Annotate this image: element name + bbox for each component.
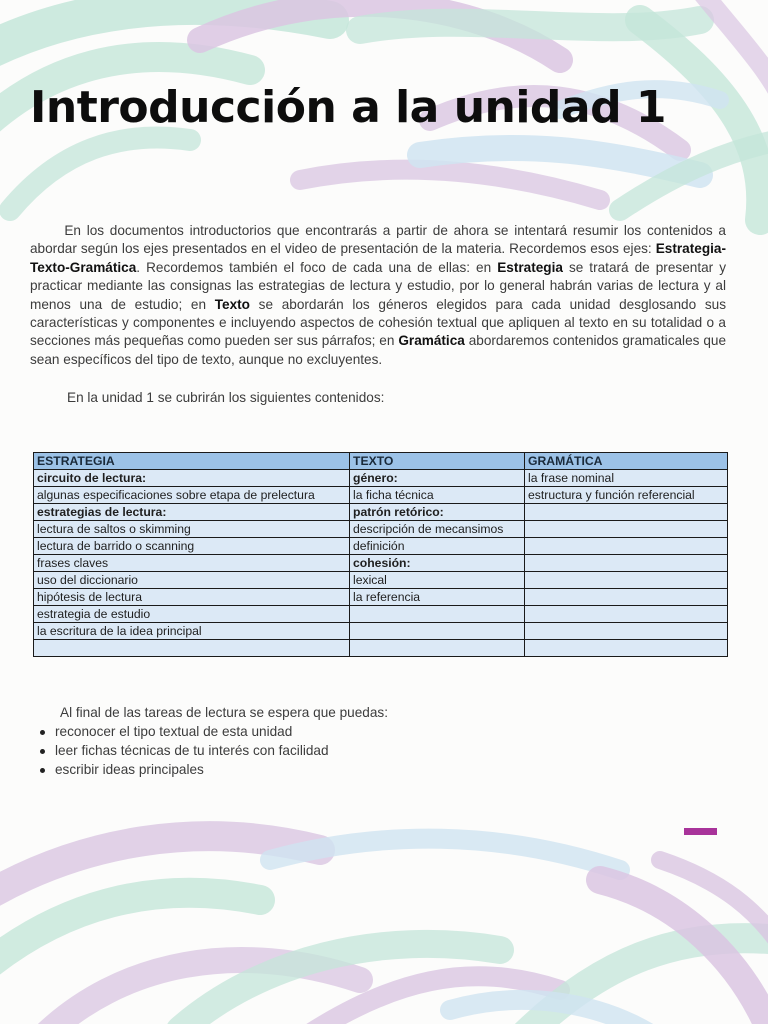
expectations-intro: Al final de las tareas de lectura se espera que puedas: — [60, 705, 388, 720]
brush-stroke — [10, 138, 190, 210]
list-item — [40, 760, 329, 779]
header-grammar: GRAMÁTICA — [525, 453, 728, 470]
table-cell: descripción de mecansimos — [350, 521, 525, 538]
table-cell: circuito de lectura: — [34, 470, 350, 487]
table-row — [34, 640, 728, 657]
axis-strategy: Estrategia — [655, 241, 722, 257]
list-item — [40, 722, 329, 741]
table-cell: patrón retórico: — [350, 504, 525, 521]
intro-text: En los documentos introductorios que encontrarás a partir de ahora se intentará resumir los contenidos a abordar según los ejes presentados en el video de presentación de la materia. Recordemos esos ejes: — [30, 223, 726, 257]
table-cell: estrategia de estudio — [34, 606, 350, 623]
table-cell: definición — [350, 538, 525, 555]
table-cell: algunas especificaciones sobre etapa de prelectura — [34, 487, 350, 504]
bullet-icon — [40, 749, 45, 754]
focus-grammar: Gramática — [398, 333, 465, 349]
axis-grammar: Gramática — [69, 259, 137, 275]
table-cell — [350, 640, 525, 657]
table-row — [34, 521, 728, 538]
table-cell — [525, 555, 728, 572]
table-cell: lectura de saltos o skimming — [34, 521, 350, 538]
table-cell — [525, 623, 728, 640]
table-cell — [350, 606, 525, 623]
intro-text: abordaremos contenidos gramaticales que sean específicos del tipo de texto, aunque no excluyentes. — [30, 333, 727, 367]
list-item — [40, 741, 329, 760]
table-cell: género: — [350, 470, 525, 487]
table-cell: cohesión: — [350, 555, 525, 572]
table-cell: estructura y función referencial — [525, 487, 728, 504]
table-row — [34, 504, 728, 521]
table-cell: frases claves — [34, 555, 350, 572]
table-cell: uso del diccionario — [34, 572, 350, 589]
axis-text: Texto — [30, 259, 66, 275]
page-title: Introducción a la unidad 1 — [30, 82, 667, 133]
table-cell — [525, 589, 728, 606]
brush-stroke — [300, 170, 600, 200]
goal-text: escribir ideas principales — [55, 762, 204, 777]
table-cell: lexical — [350, 572, 525, 589]
table-cell: la ficha técnica — [350, 487, 525, 504]
goal-text: reconocer el tipo textual de esta unidad — [55, 724, 293, 739]
table-cell: hipótesis de lectura — [34, 589, 350, 606]
table-cell — [350, 623, 525, 640]
table-row — [34, 555, 728, 572]
table-cell: la escritura de la idea principal — [34, 623, 350, 640]
intro-text: . Recordemos también el foco de cada una de ellas: en — [136, 259, 498, 275]
intro-text: se abordarán los géneros elegidos para cada unidad desglosando sus características y componentes e incluyendo aspectos de cohesión textual que apliquen al texto en su totalidad o a secciones más pequeñas como pueden ser sus párrafos; en — [30, 296, 727, 349]
intro-paragraph — [30, 222, 726, 369]
table-cell: lectura de barrido o scanning — [34, 538, 350, 555]
accent-bar — [684, 828, 717, 835]
table-row — [34, 487, 728, 504]
header-text: TEXTO — [350, 453, 525, 470]
table-row — [34, 538, 728, 555]
unit-contents-intro: En la unidad 1 se cubrirán los siguientes contenidos: — [67, 390, 385, 405]
bullet-icon — [40, 730, 45, 735]
table-cell — [525, 606, 728, 623]
table-row — [34, 589, 728, 606]
goal-text: leer fichas técnicas de tu interés con facilidad — [55, 743, 329, 758]
axis-separator: - — [721, 241, 726, 257]
intro-text: se tratará de presentar y practicar mediante las consignas las estrategias de lectura y estudio, por lo general habrán varias de lectura y al menos una de estudio; en — [30, 259, 726, 312]
brush-stroke — [270, 839, 620, 870]
table-cell — [525, 504, 728, 521]
goals-list — [40, 722, 329, 779]
table-row — [34, 606, 728, 623]
table-cell — [525, 521, 728, 538]
focus-text: Texto — [214, 296, 250, 312]
table-cell: la referencia — [350, 589, 525, 606]
axis-separator: - — [65, 259, 70, 275]
bullet-icon — [40, 768, 45, 773]
table-cell — [525, 640, 728, 657]
table-cell — [34, 640, 350, 657]
header-strategy: ESTRATEGIA — [34, 453, 350, 470]
focus-strategy: Estrategia — [497, 259, 563, 275]
table-cell — [525, 572, 728, 589]
table-cell — [525, 538, 728, 555]
table-cell: la frase nominal — [525, 470, 728, 487]
contents-table — [33, 452, 728, 657]
table-row — [34, 623, 728, 640]
table-cell: estrategias de lectura: — [34, 504, 350, 521]
table-row — [34, 470, 728, 487]
table-header-row — [34, 453, 728, 470]
table-row — [34, 572, 728, 589]
